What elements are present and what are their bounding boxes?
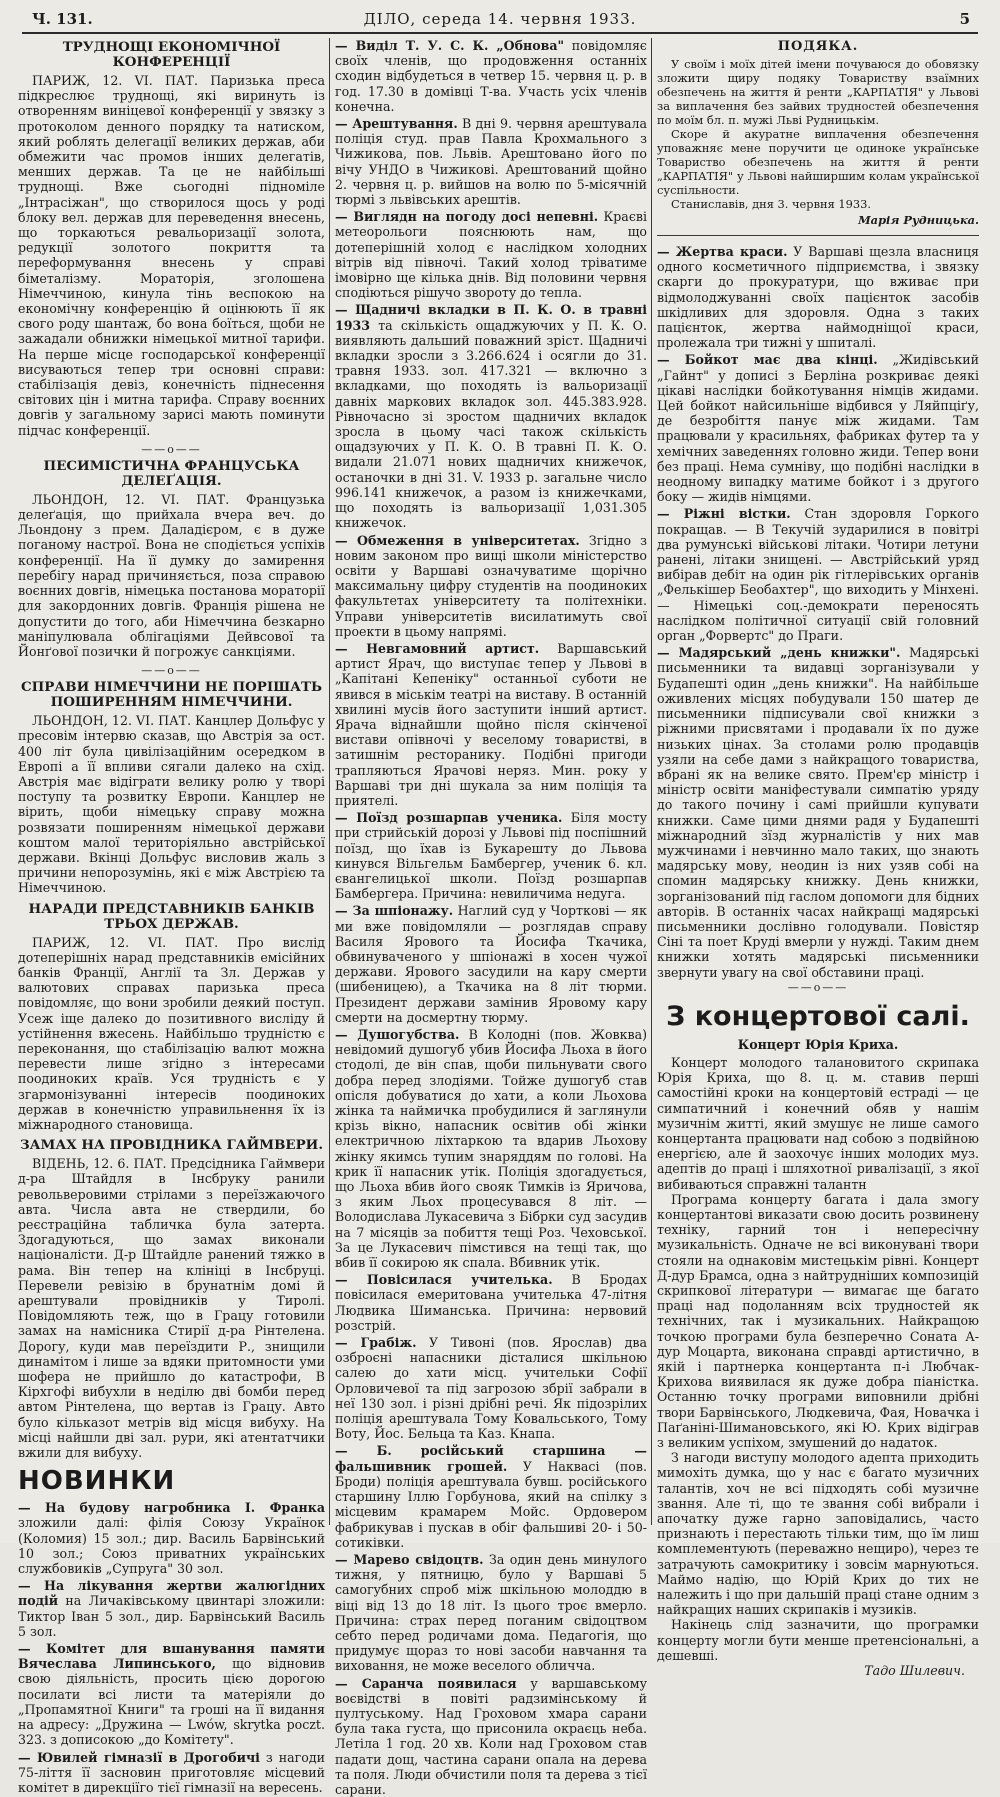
news-item bbox=[335, 1272, 647, 1333]
news-item-title: — На будову нагробника І. Франка bbox=[18, 1500, 325, 1516]
article-headline: НАРАДИ ПРЕДСТАВНИКІВ БАНКІВ ТРЬОХ ДЕРЖАВ. bbox=[28, 900, 315, 932]
article-headline: ЗАМАХ НА ПРОВІДНИКА ГАЙМВЕРИ. bbox=[19, 1137, 323, 1154]
news-item bbox=[335, 1676, 647, 1797]
news-item-title: — Мадярський „день книжки". bbox=[657, 645, 901, 661]
news-item-text: у варшавському воєвідстві в повіті радзимінському й пултуському. Над Гроховом хмара сарани була така густа, що присонила окраєць неба. Летіла 1 год. 20 хв. Коли над Гроховом став падати дощ, частина сарани опала на дерева та поля. Люди обчистили поля та дерева з тієї сарани. bbox=[335, 1675, 647, 1797]
news-item bbox=[335, 641, 647, 808]
news-item bbox=[18, 1578, 325, 1639]
news-item-title: — Б. російський старшина — фальшивник грошей. bbox=[335, 1443, 647, 1474]
thanks-notice bbox=[657, 40, 979, 236]
news-item-text: Згідно з новим законом про вищі школи міністерство освіти у Варшаві означуватиме щорічно максимальну цифру студентів на поодиноких факультетах університету та політехніки. Управи університетів висилатимуть свої проекти в цьому напрямі. bbox=[335, 532, 647, 639]
news-item-title: — Повісилася учителька. bbox=[335, 1272, 553, 1288]
news-item bbox=[18, 1500, 325, 1576]
news-item-title: — Щадничі вкладки в П. К. О. в травні 1933 bbox=[335, 302, 647, 333]
thanks-title: ПОДЯКА. bbox=[777, 39, 859, 54]
article-headline: ПЕСИМІСТИЧНА ФРАНЦУСЬКА ДЕЛЕҐАЦІЯ. bbox=[43, 457, 300, 489]
news-item-text: У Наквасі (пов. Броди) поліція арештувала бувш. російського старшину Іллю Горбунова, який на спілку з місцевим крамарем Мойс. Ордовером фабрикував і пускав в обіг фальшиві 20- і 50-сотиківки. bbox=[335, 1458, 647, 1550]
thanks-paragraph: Станиславів, дня 3. червня 1933. bbox=[671, 197, 871, 211]
news-item-title: — Жертва краси. bbox=[657, 244, 788, 259]
column-middle bbox=[335, 38, 648, 1797]
news-item-title: — Арештування. bbox=[335, 116, 458, 132]
news-item bbox=[335, 1552, 647, 1674]
column-left bbox=[18, 38, 325, 1795]
article-headline: ТРУДНОЩІ ЕКОНОМІЧНОЇ КОНФЕРЕНЦІЇ bbox=[62, 39, 281, 70]
concert-paragraph: Концерт молодого талановитого скрипака Юрія Криха, що 8. ц. м. ставив перші самостійні кроки на концертовій естраді — це симпатичний і конечний обяв у нашім музичнім житті, який змушує не лише самого концертанта працювати над собою з подвійною енергією, але й заохочує інших молодих муз. адептів до праці і шляхотної ривалізації, з якої вибиваються справжні талантн bbox=[657, 1054, 979, 1192]
news-item-title: — Грабіж. bbox=[335, 1335, 417, 1351]
news-item bbox=[657, 244, 979, 350]
news-item bbox=[335, 209, 647, 300]
thanks-paragraph: У своїм і моїх дітей імени почуваюся до обовязку зложити щиру подяку Товариству взаїмних обезпечень на життя й ренти „КАРПАТІЯ" у Львові за виплачення без зайвих трудностей обезпечення по моїм бл. п. мужі Льві Рудницькім. bbox=[657, 57, 979, 127]
news-item bbox=[335, 302, 647, 530]
news-item-text: на Личаківському цвинтарі зложили: Тиктор Іван 5 зол., дир. Барвінський Василь 5 зол. bbox=[18, 1593, 325, 1639]
article bbox=[18, 1138, 325, 1460]
news-item-text: „Жидівський „Гайнт" у дописі з Берліна розкриває деякі цікаві наслідки бойкотування німців жидами. Цей бойкот найсильніше відбився у Ляйпціґу, де безробіття панує між жидами. Там працювали у красильнях, фабриках футер та у хемічних заведеннях головно жиди. Тепер вони без праці. Нема сумніву, що подібні наслідки в неодному випадку матиме бойкот і з другого боку — жидів німцями. bbox=[657, 352, 979, 505]
news-item bbox=[335, 38, 647, 114]
concert-section-title: З концертової салі. bbox=[666, 1000, 970, 1032]
news-item bbox=[335, 1443, 647, 1549]
article-paragraph: ПАРИЖ, 12. VI. ПАТ. Паризька преса підкреслює труднощі, які виринуть із отворенням виніцевої конференції у звязку з протоколом денного порядку та натиском, який роблять делегації великих держав, аби обмежити час промов інших делегатів, менших держав. Та це не найбільші труднощі. Вже сьогодні підноміле „Інтрасіжан", що створилося щось у роді блоку вел. держав для переведення внесень, що торкаються ревальоризації золота, редукції золотого покриття та переформування внесень у справі біметалізму. Мораторія, зголошена Німеччиною, кинула тінь веспокою на економічну конференцію й оцінюють її як свого роду шантаж, бо вона боїться, щоби не зажадали обнижки німецької митної тарифи. На перше місце господарської конференції висуваються тепер три основні справи: стабілізація девіз, конечність піднесення світових цін і митна тарифа. Справу воєнних довгів у загальному зарисі мають поминути підчас конференції. bbox=[18, 73, 325, 438]
news-item-text: повідомляє своїх членів, що продовження останніх сходин відбудеться в четвер 15. червня ц. р. в год. 17.30 в домівці Т-ва. Участь усіх членів конечна. bbox=[335, 38, 647, 114]
news-item-title: — Саранча появилася bbox=[335, 1675, 517, 1691]
news-item-title: — Ювилей гімназії в Дрогобичі bbox=[18, 1749, 260, 1765]
separator: ——o—— bbox=[141, 664, 202, 678]
concert-paragraph: Накінець слід зазначити, що програмки концерту могли бути менше претенсіональні, а дешевші. bbox=[657, 1617, 979, 1663]
news-item-title: — За шпіонажу. bbox=[335, 903, 454, 919]
article-paragraph: ЛЬОНДОН, 12. VI. ПАТ. Французька делеґація, що прийхала вчера веч. до Льондону з прем. Даладієром, є в дуже поганому настрої. Вона не сподіється успіхів конференції. На її думку до замирення перебігу нарад причиняється, поза справою воєнних довгів, німецька постанова мораторії для закордонних довгів. Франція рішена не допустити до того, аби Німеччина безкарно маніпулювала облігаціями Дейвсової та Йонґової позички й погрожує санкціями. bbox=[18, 491, 325, 659]
article-paragraph: ПАРИЖ, 12. VI. ПАТ. Про вислід дотеперішніх нарад представників емісійних банків Франції, Англії та Зл. Держав у валютових справах паризька преса повідомляє, що вони зробили деякий поступ. Усеж іще далеко до позитивного висліду й устійнення вжесень. Найбільшо трудністю є переконання, що стабілізацію валют можна перевести лише згідно з інтересами поодиноких країв. Уся трудність є у згармонізуванні інтересів поодиноких держав в конечністю управильнення їх із міжнародного становища. bbox=[18, 934, 325, 1132]
news-item-text: У Варшаві щезла власниця одного косметичного підприємства, і звязку скарги до прокуратури, що вживає при відмолоджуванні своїх пацієнток засобів шкідливих для здоровля. Одна з таких пацієнток, жертва наймодніщої краси, пролежала три тижні у шпиталі. bbox=[657, 244, 979, 351]
news-item-text: Мадярські письменники та видавці зорганізували у Будапешті один „день книжки". На найбільше оживлених місцях побудували 150 шатер де письменники підписували свої книжки з ріжними присвятами і продавали їх по дуже низьких цінах. За столами ролю продавців узяли на себе дами з найкращого товариства, вбрані як на велике свято. Прем'єр міністр і міністр освіти маніфестували симпатію уряду до такого почину і самі прийшли купувати книжки. Саме цими днями радя у Будапешті міжнародний зїзд журналістів у них мав мужчинами і невчинно мало таких, що знають мадярську мову, неодин із них узяв собі на спомин мадярську книжку. День книжки, зорганізований під гаслом допомоги для бідних авторів. В останніх часах найкращі мадярські письменники дослівно голодували. Повістяр Сіні та поет Круді вмерли у нужді. Таким днем книжки хотять мадярські письменники звернути увагу на свої обставини праці. bbox=[657, 645, 979, 980]
separator: ——o—— bbox=[787, 980, 849, 994]
masthead bbox=[22, 6, 978, 34]
news-item bbox=[657, 506, 979, 643]
article bbox=[18, 40, 325, 438]
newspaper-dateline: ДІЛО, середа 14. червня 1933. bbox=[363, 10, 637, 28]
article bbox=[18, 680, 325, 895]
news-item-text: зложили далі: філія Союзу Українок (Коломия) 15 зол.; дир. Василь Барвінський 10 зол.; Союз приватних українських службовиків „Супруга" 30 зол. bbox=[18, 1515, 325, 1577]
news-item-text: Краєві метеорольоги пояснюють нам, що дотеперішній холод є наслідком холодних вітрів від півночі. Такий холод тріватиме імовірно ще кілька днів. Від половини червня сподіються рішучо звороту до тепла. bbox=[335, 209, 647, 301]
news-item bbox=[657, 352, 979, 504]
news-item-title: — Обмеження в університетах. bbox=[335, 532, 580, 548]
concert-signature: Тадо Шилевич. bbox=[864, 1663, 965, 1679]
news-item-title: — Виглядн на погоду досі непевні. bbox=[335, 209, 599, 225]
news-item-text: Наглий суд у Чорткові — як ми вже повідомляли — розглядав справу Василя Ярового та Йосифа Ткачика, обвинуваченого у шпіонажі в хосен чужої держави. Ярового засудили на кару смерти (шибеницею), а Ткачика на 8 літ тюрми. Президент держави замінив Яровому кару смерти на досмертну тюрму. bbox=[335, 903, 647, 1025]
article bbox=[18, 902, 325, 1133]
article-headline: СПРАВИ НІМЕЧЧИНИ НЕ ПОРІШАТЬ ПОШИРЕННЯМ НІМЕЧЧИНИ. bbox=[21, 679, 322, 711]
news-item-title: — Бойкот має два кінці. bbox=[657, 352, 878, 368]
article-paragraph: ЛЬОНДОН, 12. VI. ПАТ. Канцлер Дольфус у пресовім інтервю сказав, що Австрія за ост. 400 літ була цивілізаційним осередком в Европі а її впливи сягали далеко на схід. Австрія має відіграти велику ролю у творі поступу та розвитку Европи. Канцлер не вірить, щоби німецьку справу можна розвязати поширенням німецької держави коштом малої територіяльно австрійської держави. Вкінці Дольфус висловив жаль з причини непорозумінь, які є між Австрією та Німеччиною. bbox=[18, 713, 325, 896]
news-item bbox=[657, 645, 979, 979]
news-item bbox=[335, 903, 647, 1025]
news-item-text: з нагоди 75-ліття її засновин приготовляє місцевий комітет в дирекціїго тієї гімназії на вересень. bbox=[18, 1749, 325, 1795]
article bbox=[18, 459, 325, 659]
news-item-text: За один день минулого тижня, у пятницю, було у Варшаві 5 самогубних спроб між шкільною молоддю в віці від 13 до 18 літ. Із цього троє вмерло. Причина: страх перед поганим свідоцтвом себто перед родичами дома. Педагогія, що придумує щораз то нові засоби навчання та виховання, не може веселого обличча. bbox=[335, 1551, 648, 1674]
news-item-title: — Виділ Т. У. С. К. „Обнова" bbox=[335, 38, 565, 53]
column-divider bbox=[329, 38, 330, 1525]
news-item bbox=[335, 1335, 647, 1441]
news-item-text: Стан здоровля Горкого покращав. — В Текучій зударилися в повітрі два румунські військові літаки. Чотири летуни ранені, літаки знищені. — Австрійський уряд вибірав дебіт на один рік гітлерівських органів „Фелькішер Беобахтер", що виходить у Мінхені. — Німецькі соц.-демократи переносять наслідком політичної ситуації свій головний орган „Форвертс" до Праги. bbox=[657, 506, 979, 644]
news-item bbox=[335, 1027, 647, 1270]
news-item-title: — Душогубства. bbox=[335, 1027, 460, 1042]
news-item-text: Варшавський артист Ярач, що виступає тепер у Львові в „Капітані Кепеніку" останньої суботи не явився в міськім театрі на виставу. В останній хвилині мусів його заступити інший артист. Ярача віднайшли щойно після скінченої вистави опівночі у веселому товаристві, в затишнім ресторанику. Подібні пригоди трапляються Ярачові неряз. Мин. року у Варшаві три дні шукала за ним поліція та приятелі. bbox=[335, 640, 647, 808]
news-item-text: В Бродах повісилася емеритована учителька 47-літня Людвика Шиманська. Причина: нервовий розстрій. bbox=[335, 1272, 647, 1333]
separator: ——o—— bbox=[141, 442, 202, 456]
concert-paragraph: Програма концерту багата і дала змогу концертантові виказати свою досить розвинену техніку, гарний тон і непересічну музикальність. Одначе не всі виконувані твори стояли на однаковім мистецькім рівні. Концерт Д-дур Брамса, одна з найтрудніших композицій скрипкової літератури — вимагає ще багато праці над подоланням всіх трудностей як технічних, так і музикальних. Найкращою точкою програми була безперечно Соната А-дур Моцарта, виконана справді артистично, в якій і партнерка концертанта п-і Любчак-Крихова виявилася як дуже добра піаністка. Останню точку програми виповнили дрібні твори Барвінського, Людкевича, Фая, Новачка і Паґаніні-Шимановського, які Ю. Крих відіграв з великим успіхом, змушений до надаток. bbox=[657, 1191, 979, 1451]
news-item-title: — Марево свідоцтв. bbox=[335, 1551, 484, 1567]
concert-paragraph: З нагоди виступу молодого адепта приходить мимохіть думка, що у нас є багато музичних талантів, хоч не всі підходять собі музичне звання. Але ті, що те звання собі вибрали і апочатку дуже гарно заповідались, часто признають і перестають тільки тим, що їм лиш комплементують (переважно нещиро), через те затрачують самокритику і зовсім марнуються. Маймо надію, що Юрій Крих до тих не належить і що при дальшій праці стане одним з найкращих наших скрипаків і музиків. bbox=[657, 1450, 979, 1618]
column-divider bbox=[651, 38, 652, 1525]
news-item-title: — На лікування жертви жалюгідних подій bbox=[18, 1578, 325, 1609]
news-item-title: — Ріжні вістки. bbox=[657, 506, 791, 522]
news-item bbox=[335, 116, 647, 207]
news-item-title: — Невгамовний артист. bbox=[335, 640, 540, 656]
article-paragraph: ВІДЕНЬ, 12. 6. ПАТ. Предсідника Гаймвери д-ра Штайдля в Інсбруку ранили револьверовими стрілами з переїзжаючого авта. Числа авта не ствердили, бо реєстраційна табличка була затерта. Здогадуються, що замах виконали націоналісти. Д-р Штайдле ранений тяжко в рама. Він тепер на клініці в Інсбруці. Перевели ревізію в брунатнім домі й арештували провідників у Тиролі. Повідомляють теж, що в Грацу готовили замах на намісника Стирії д-ра Рінтелена. Дорогу, куди мав переїздити Р., знищили динамітом і лише за вдяки притомности уми шофера не прийшло до катастрофи, В Кірхгофі вибухли в неділю дві бомби перед автом Рінтелена, що вертав із Грацу. Авто було кільказот метрів від місця вибуху. На місці найшли дві зал. рури, які атентатчики вжили для вибуху. bbox=[18, 1156, 325, 1461]
news-item-text: В Колодні (пов. Жовква) невідомий душогуб убив Йосифа Льоха в його стодолі, де він спав, щоби пильнувати свого добра перед злодіями. Тойже душогуб став опісля добуватися до хати, а коли Льохова жінка та наймичка пробудилися й заглянули крізь вікно, напасник освітив обі жінки електричною ліхтаркою та вдарив Льохову жінку якимсь тупим знаряддям по голові. На крик її напасник утік. Поліція здогадується, що Льоха вбив його свояк Тимків із Яричова, з яким Льох процесувався 8 літ. — Володислава Лукасевича з Бібрки суд засудив на 7 місяців за побиття тещі Роз. Чеховської. За це Лукасевич пімстився на тещі так, що вбив її сокирою як спала. Вбивник утік. bbox=[335, 1027, 647, 1271]
news-item bbox=[18, 1641, 325, 1747]
news-item bbox=[335, 533, 647, 639]
news-item-text: та скількість ощаджуючих у П. К. О. виявляють дальший поважний зріст. Щадничі вкладки зросли з 3.266.624 і осягли до 31. травня 1933. зол. 417.321 — включно з вкладками, що походять із вальоризації давніх маркових вкладок зол. 445.383.928. Рівночасно зі зростом щадничих вкладок зросла в цьому часі також скількість ощадзуючих у П. К. О. В травні П. К. О. видали 21.071 нових щадничих книжечок, останочки в дні 31. V. 1933 р. загальне число 996.141 книжечок, а разом із книжечками, що походять із вальоризації 1,031.305 книжечок. bbox=[335, 317, 647, 531]
news-item-text: В дні 9. червня арештувала поліція студ. прав Павла Крохмального з Чижикова, пов. Львів. Арештовано його по вічу УНДО в Чижикові. Арештований щойно 2. червня ц. р. вийшов на волю по 5-місячній тюрмі з львівських арештів. bbox=[335, 116, 647, 208]
news-item bbox=[18, 1750, 325, 1796]
news-item-text: що відновив свою діяльність, просить цією дорогою посилати всі листи та матеріяли до „Пропамятної Книги" та гроші на її видання на адресу: „Дружина — Lwów, skrytka poczt. 323. з дописокою „до Комітету". bbox=[18, 1656, 325, 1748]
news-item-text: У Тивоні (пов. Ярослав) два озброєні напасники дісталися шкільною салею до хати місц. учительки Софії Орловичевої та під загрозою збрії забрали в неї 130 зол. і різні дрібні речі. Як підозрілих поліція арештувала Тому Ковальського, Тому Воту, Йос. Бельца та Каз. Кнапа. bbox=[335, 1335, 647, 1442]
news-item-text: Біля мосту при стрийській дорозі у Львові під поспішний поїзд, що їхав із Букарешту до Львова кинувся Вільгельм Бамбергер, ученик 6. кл. євангелицької школи. Поїзд розшарпав Бамбергера. Причина: невиличима недуга. bbox=[335, 810, 647, 902]
thanks-paragraph: Скоре й акуратне виплачення обезпечення уповажняє мене поручити це одиноке українське Товариство обезпечень на життя й ренти „КАРПАТІЯ" у Львові найширшим колам української суспільности. bbox=[657, 127, 979, 197]
issue-number: Ч. 131. bbox=[32, 10, 93, 28]
news-section-title: НОВИНКИ bbox=[18, 1466, 176, 1497]
concert-subtitle: Концерт Юрія Криха. bbox=[737, 1036, 899, 1052]
news-item-title: — Комітет для вшанування памяти Вячеслава Липинського, bbox=[18, 1641, 325, 1672]
news-item-title: — Поїзд розшарпав ученика. bbox=[335, 810, 563, 826]
column-right bbox=[657, 38, 979, 1679]
page-number: 5 bbox=[959, 10, 970, 28]
thanks-signature: Марія Рудницька. bbox=[858, 213, 979, 227]
news-item bbox=[335, 810, 647, 901]
